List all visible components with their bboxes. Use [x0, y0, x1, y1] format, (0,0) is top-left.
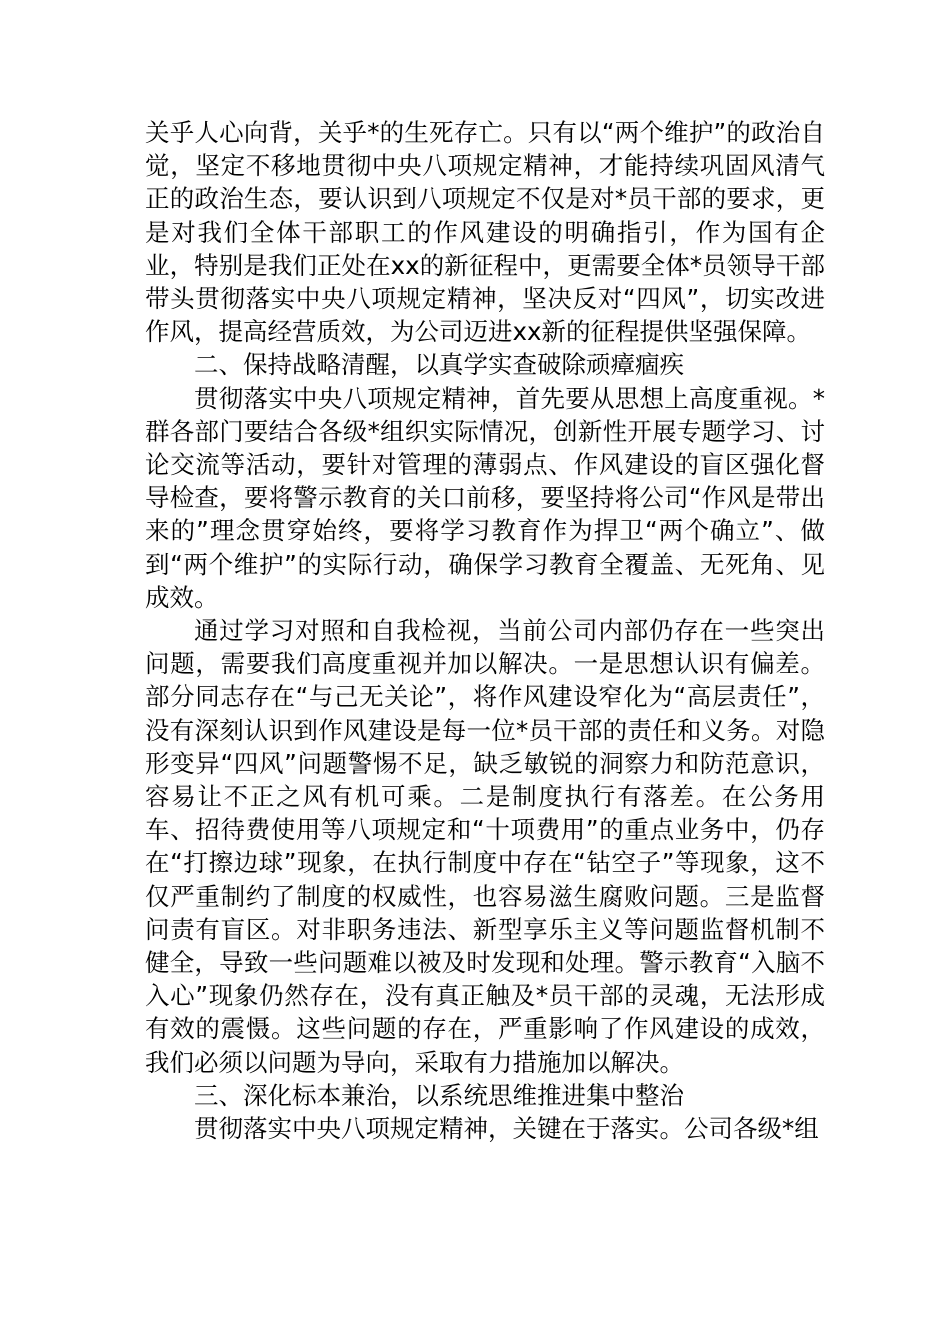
document-body: [145, 116, 825, 1145]
section-heading-three: 三、深化标本兼治，以系统思维推进集中整治: [194, 1080, 684, 1110]
paragraph-existing-problems: 通过学习对照和自我检视，当前公司内部仍存在一些突出问题，需要我们高度重视并加以解决。一是思想认识有偏差。部分同志存在“与己无关论”，将作风建设窄化为“高层责任”，没有深刻认识到作风建设是每一位*员干部的责任和义务。对隐形变异“四风”问题警惕不足，缺乏敏锐的洞察力和防范意识，容易让不正之风有机可乘。二是制度执行有落差。在公务用车、招待费使用等八项规定和“十项费用”的重点业务中，仍存在“打擦边球”现象，在执行制度中存在“钻空子”等现象，这不仅严重制约了制度的权威性，也容易滋生腐败问题。三是监督问责有盲区。对非职务违法、新型享乐主义等问题监督机制不健全，导致一些问题难以被及时发现和处理。警示教育“入脑不入心”现象仍然存在，没有真正触及*员干部的灵魂，无法形成有效的震慑。这些问题的存在，严重影响了作风建设的成效，我们必须以问题为导向，采取有力措施加以解决。: [145, 616, 825, 1077]
paragraph-study-importance: 贯彻落实中央八项规定精神，首先要从思想上高度重视。*群各部门要结合各级*组织实际情况，创新性开展专题学习、讨论交流等活动，要针对管理的薄弱点、作风建设的盲区强化督导检查，要将警示教育的关口前移，要坚持将公司“作风是带出来的”理念贯穿始终，要将学习教育作为捍卫“两个确立”、做到“两个维护”的实际行动，确保学习教育全覆盖、无死角、见成效。: [145, 383, 825, 612]
paragraph-intro-continuation: 关乎人心向背，关乎*的生死存亡。只有以“两个维护”的政治自觉，坚定不移地贯彻中央八项规定精神，才能持续巩固风清气正的政治生态，要认识到八项规定不仅是对*员干部的要求，更是对我们全体干部职工的作风建设的明确指引，作为国有企业，特别是我们正处在xx的新征程中，更需要全体*员领导干部带头贯彻落实中央八项规定精神，坚决反对“四风”，切实改进作风，提高经营质效，为公司迈进xx新的征程提供坚强保障。: [145, 118, 825, 347]
section-heading-two: 二、保持战略清醒，以真学实查破除顽瘴痼疾: [194, 350, 684, 380]
paragraph-implementation: 贯彻落实中央八项规定精神，关键在于落实。公司各级*组: [194, 1114, 819, 1144]
